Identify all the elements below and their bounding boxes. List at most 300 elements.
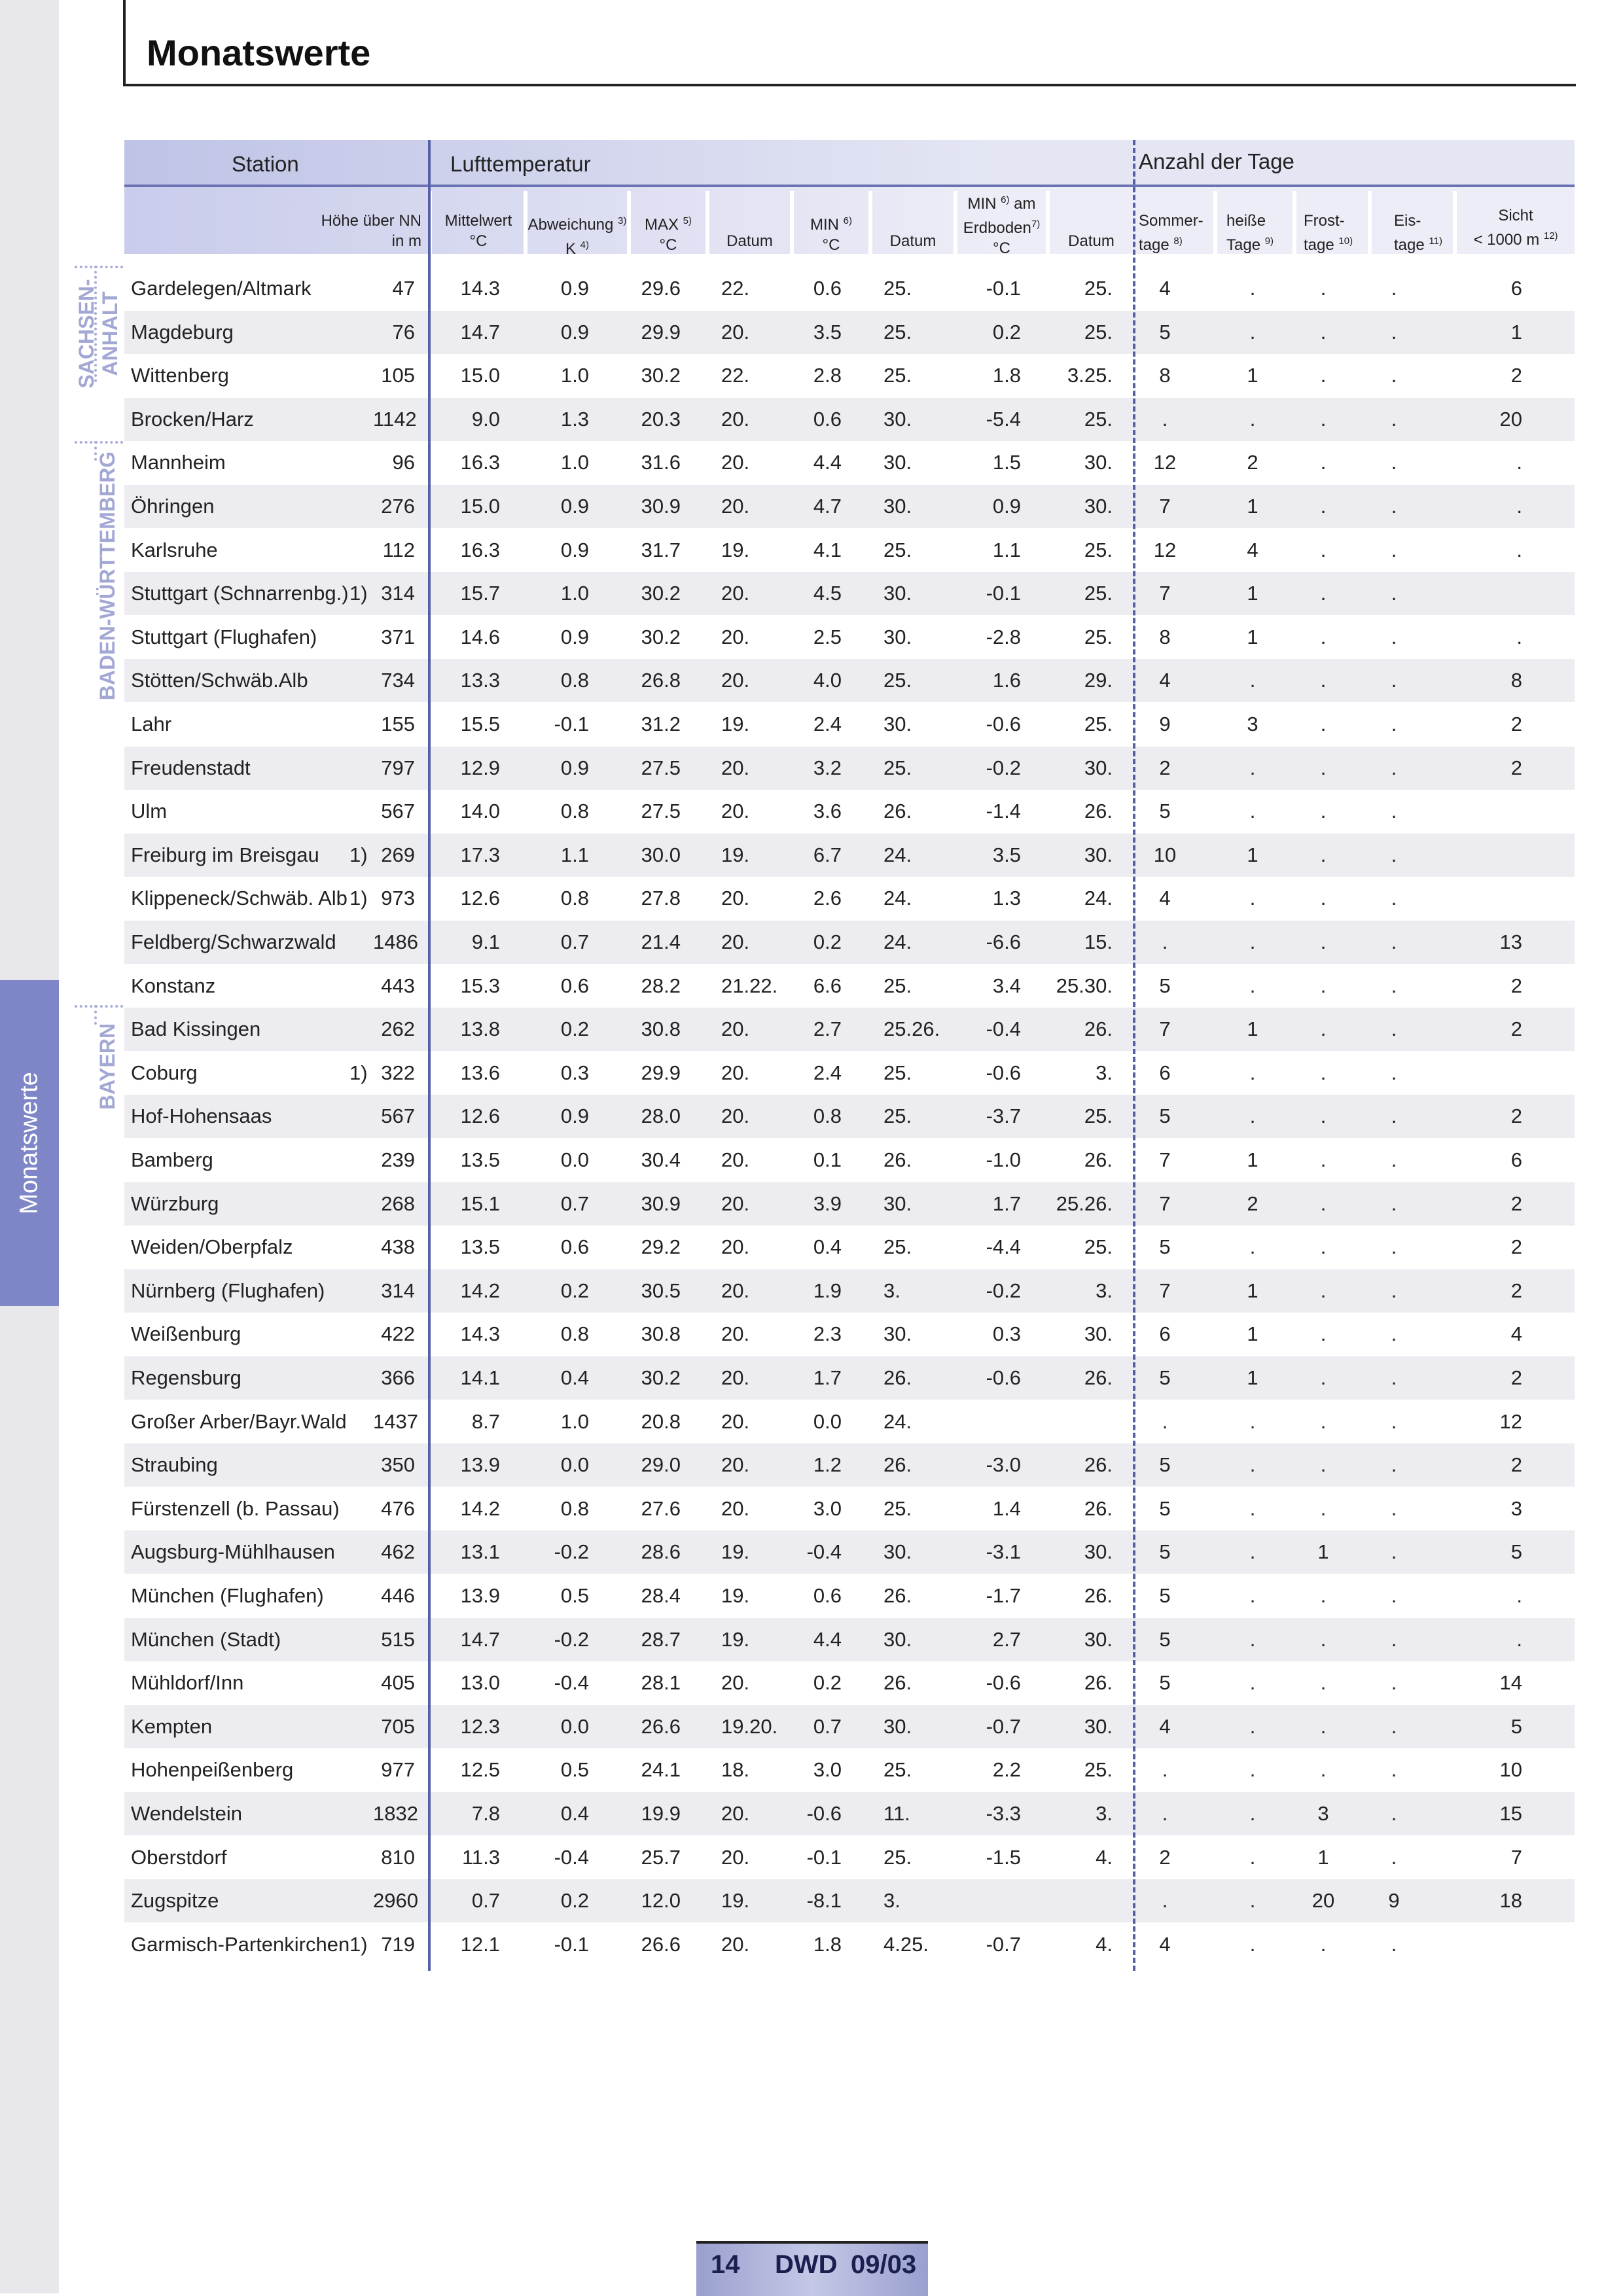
cell-erd: -3.0 — [986, 1453, 1021, 1477]
cell-max: 29.0 — [641, 1453, 681, 1477]
cell-so: 5 — [1159, 1496, 1171, 1520]
cell-erd: -0.2 — [986, 1279, 1021, 1302]
header-divider — [124, 185, 1575, 187]
cell-hoehe: 268 — [381, 1192, 415, 1215]
cell-ei: . — [1391, 1627, 1397, 1651]
cell-mind: 30. — [883, 1322, 912, 1346]
cell-erd: -3.7 — [986, 1104, 1021, 1128]
cell-station: Bamberg — [131, 1148, 213, 1171]
cell-max: 31.7 — [641, 538, 681, 561]
cell-mittel: 14.2 — [460, 1496, 500, 1520]
cell-abw: 0.6 — [560, 974, 589, 997]
cell-max: 30.8 — [641, 1322, 681, 1346]
cell-so: 5 — [1159, 320, 1171, 344]
cell-mittel: 0.7 — [471, 1889, 500, 1913]
cell-mittel: 13.9 — [460, 1584, 500, 1607]
cell-si: 20 — [1499, 407, 1522, 431]
cell-mind: 30. — [883, 407, 912, 431]
table-row — [124, 1400, 1575, 1443]
table-row — [124, 1618, 1575, 1661]
cell-abw: -0.2 — [554, 1540, 589, 1564]
cell-hoehe: 112 — [382, 538, 415, 561]
cell-mind: 25. — [883, 669, 912, 692]
cell-fr: . — [1320, 1496, 1327, 1520]
cell-erdd: 26. — [1084, 1671, 1113, 1695]
cell-maxd: 20. — [721, 756, 750, 779]
cell-max: 30.4 — [641, 1148, 681, 1171]
cell-station: Klippeneck/Schwäb. Alb — [131, 887, 348, 910]
cell-max: 30.2 — [641, 364, 681, 387]
cell-station: Hohenpeißenberg — [131, 1758, 294, 1782]
cell-station: Konstanz — [131, 974, 216, 997]
header-lufttemperatur: Lufttemperatur — [450, 152, 591, 176]
table-row — [124, 267, 1575, 310]
cell-si: 2 — [1510, 1192, 1522, 1215]
cell-maxd: 20. — [721, 1409, 750, 1433]
cell-station: Freudenstadt — [131, 756, 251, 779]
cell-hoehe: 47 — [392, 277, 415, 300]
cell-abw: 0.6 — [560, 1235, 589, 1259]
cell-he: . — [1249, 277, 1256, 300]
table-divider-station — [428, 140, 431, 1971]
cell-he: . — [1249, 1061, 1256, 1084]
cell-so: 2 — [1159, 756, 1171, 779]
cell-abw: 0.0 — [560, 1453, 589, 1477]
cell-station: Großer Arber/Bayr.Wald — [131, 1409, 347, 1433]
cell-mittel: 12.6 — [460, 887, 500, 910]
cell-station: Würzburg — [131, 1192, 219, 1215]
cell-mittel: 15.5 — [460, 713, 500, 735]
cell-maxd: 20. — [721, 1932, 750, 1956]
cell-abw: -0.2 — [554, 1627, 589, 1651]
cell-ei: 9 — [1388, 1889, 1400, 1913]
cell-abw: 0.4 — [560, 1366, 589, 1389]
cell-erdd: 26. — [1084, 1017, 1113, 1041]
cell-mittel: 17.3 — [460, 843, 500, 866]
cell-abw: 0.9 — [560, 495, 589, 518]
cell-erdd: 25. — [1084, 713, 1113, 735]
cell-so: 5 — [1159, 1540, 1171, 1564]
cell-note: 1) — [349, 582, 368, 605]
cell-mittel: 13.5 — [460, 1235, 500, 1259]
table-row — [124, 964, 1575, 1008]
cell-mittel: 14.1 — [460, 1366, 500, 1389]
group-label-sachsen-anhalt: SACHSEN- ANHALT — [75, 279, 122, 389]
cell-station: Straubing — [131, 1453, 218, 1477]
cell-maxd: 19. — [721, 1627, 750, 1651]
cell-max: 28.2 — [641, 974, 681, 997]
cell-hoehe: 438 — [381, 1235, 415, 1259]
cell-fr: . — [1320, 974, 1327, 997]
cell-fr: . — [1320, 1235, 1327, 1259]
cell-erdd: 25. — [1084, 1104, 1113, 1128]
cell-erd: -0.7 — [986, 1932, 1021, 1956]
cell-si: 2 — [1510, 1453, 1522, 1477]
cell-erdd: 3.25. — [1067, 364, 1113, 387]
cell-maxd: 20. — [721, 320, 750, 344]
table-row — [124, 1095, 1575, 1138]
cell-station: Stötten/Schwäb.Alb — [131, 669, 308, 692]
cell-ei: . — [1391, 407, 1397, 431]
cell-min: 3.0 — [813, 1496, 842, 1520]
cell-mind: 25. — [883, 538, 912, 561]
cell-abw: 0.5 — [560, 1584, 589, 1607]
cell-maxd: 20. — [721, 1017, 750, 1041]
cell-maxd: 20. — [721, 407, 750, 431]
cell-fr: . — [1320, 625, 1327, 648]
cell-so: 8 — [1159, 364, 1171, 387]
cell-hoehe: 797 — [381, 756, 415, 779]
cell-mittel: 11.3 — [461, 1845, 500, 1869]
table-row — [124, 790, 1575, 833]
cell-hoehe: 567 — [381, 1104, 415, 1128]
cell-ei: . — [1391, 364, 1397, 387]
cell-si: 2 — [1510, 1235, 1522, 1259]
cell-si: 7 — [1510, 1845, 1522, 1869]
cell-abw: 0.8 — [560, 887, 589, 910]
table-row — [124, 659, 1575, 702]
cell-fr: . — [1320, 1017, 1327, 1041]
cell-mittel: 13.9 — [460, 1453, 500, 1477]
cell-ei: . — [1391, 1322, 1397, 1346]
table-row — [124, 485, 1575, 528]
cell-mittel: 7.8 — [471, 1802, 500, 1825]
cell-he: 2 — [1247, 451, 1258, 474]
cell-abw: 0.9 — [560, 538, 589, 561]
cell-so: 7 — [1159, 582, 1171, 605]
cell-si: 2 — [1510, 1279, 1522, 1302]
cell-maxd: 18. — [721, 1758, 750, 1782]
cell-so: 6 — [1159, 1061, 1171, 1084]
cell-max: 25.7 — [641, 1845, 681, 1869]
cell-mittel: 12.6 — [460, 1104, 500, 1128]
cell-min: 0.1 — [813, 1148, 842, 1171]
cell-so: 5 — [1159, 1671, 1171, 1695]
cell-fr: . — [1320, 1714, 1327, 1738]
cell-so: . — [1162, 1758, 1168, 1782]
cell-fr: . — [1320, 538, 1327, 561]
cell-abw: 0.7 — [560, 1192, 589, 1215]
cell-erd: 1.3 — [992, 887, 1021, 910]
cell-maxd: 20. — [721, 1148, 750, 1171]
cell-abw: 0.2 — [560, 1017, 589, 1041]
cell-mind: 25. — [883, 277, 912, 300]
cell-ei: . — [1391, 1758, 1397, 1782]
cell-min: 4.4 — [813, 451, 842, 474]
cell-so: 8 — [1159, 625, 1171, 648]
cell-so: . — [1162, 407, 1168, 431]
cell-erd: -0.1 — [986, 277, 1021, 300]
cell-ei: . — [1391, 1409, 1397, 1433]
cell-min: 3.6 — [813, 800, 842, 823]
cell-mind: 25. — [883, 1061, 912, 1084]
cell-ei: . — [1391, 887, 1397, 910]
cell-abw: 0.7 — [560, 930, 589, 953]
cell-mind: 25.26. — [883, 1017, 940, 1041]
cell-he: 1 — [1247, 625, 1258, 648]
cell-erd: 1.5 — [992, 451, 1021, 474]
cell-erdd: 26. — [1084, 800, 1113, 823]
cell-maxd: 20. — [721, 495, 750, 518]
cell-erdd: 30. — [1084, 1714, 1113, 1738]
cell-erdd: 26. — [1084, 1366, 1113, 1389]
cell-ei: . — [1391, 669, 1397, 692]
cell-mittel: 13.3 — [460, 669, 500, 692]
cell-min: 4.5 — [813, 582, 842, 605]
table-row — [124, 1356, 1575, 1400]
cell-mind: 30. — [883, 1192, 912, 1215]
cell-fr: . — [1320, 1192, 1327, 1215]
cell-max: 24.1 — [641, 1758, 681, 1782]
cell-fr: . — [1320, 1627, 1327, 1651]
cell-erdd: 25.30. — [1056, 974, 1113, 997]
cell-mittel: 16.3 — [460, 538, 500, 561]
page-title: Monatswerte — [147, 32, 371, 73]
table-row — [124, 1313, 1575, 1356]
header-max: MAX $^{5)}$ °C — [644, 215, 692, 254]
cell-erd: -3.1 — [986, 1540, 1021, 1564]
cell-so: 5 — [1159, 1453, 1171, 1477]
cell-ei: . — [1391, 1366, 1397, 1389]
cell-mittel: 14.7 — [460, 320, 500, 344]
cell-so: 4 — [1159, 1932, 1171, 1956]
table-row — [124, 1443, 1575, 1487]
cell-mind: 25. — [883, 1235, 912, 1259]
cell-maxd: 19.20. — [721, 1714, 778, 1738]
cell-fr: . — [1320, 1409, 1327, 1433]
cell-hoehe: 734 — [381, 669, 415, 692]
cell-mittel: 13.6 — [460, 1061, 500, 1084]
cell-mind: 25. — [883, 974, 912, 997]
cell-max: 31.2 — [641, 713, 681, 735]
cell-he: . — [1249, 1496, 1256, 1520]
cell-min: 0.6 — [813, 277, 842, 300]
cell-min: 6.7 — [813, 843, 842, 866]
header-abweichung: Abweichung $^{3)}$ K $^{4)}$ — [527, 215, 627, 258]
cell-ei: . — [1391, 277, 1397, 300]
cell-so: 4 — [1159, 669, 1171, 692]
cell-hoehe: 1142 — [373, 407, 417, 431]
cell-min: 0.7 — [813, 1714, 842, 1738]
cell-erdd: 25. — [1084, 320, 1113, 344]
table-row — [124, 921, 1575, 964]
cell-he: 3 — [1247, 713, 1258, 735]
section-side-tab[interactable] — [0, 980, 59, 1306]
group-divider — [75, 1005, 123, 1008]
cell-he: . — [1249, 1584, 1256, 1607]
cell-mind: 25. — [883, 1845, 912, 1869]
cell-mittel: 12.1 — [460, 1932, 500, 1956]
cell-hoehe: 76 — [392, 320, 415, 344]
table-row — [124, 877, 1575, 920]
header-separator — [1213, 191, 1217, 254]
cell-hoehe: 567 — [381, 800, 415, 823]
cell-ei: . — [1391, 1017, 1397, 1041]
cell-mind: 26. — [883, 1671, 912, 1695]
cell-station: Ulm — [131, 800, 168, 823]
cell-min: 2.4 — [813, 1061, 842, 1084]
cell-max: 21.4 — [641, 930, 681, 953]
cell-mind: 30. — [883, 625, 912, 648]
cell-erd: -6.6 — [986, 930, 1021, 953]
cell-abw: 1.0 — [560, 451, 589, 474]
cell-si: . — [1516, 538, 1522, 561]
cell-hoehe: 515 — [381, 1627, 415, 1651]
cell-ei: . — [1391, 843, 1397, 866]
cell-abw: -0.4 — [554, 1671, 589, 1695]
cell-abw: 1.1 — [560, 843, 589, 866]
cell-ei: . — [1391, 582, 1397, 605]
cell-min: 2.7 — [813, 1017, 842, 1041]
cell-he: 4 — [1247, 538, 1258, 561]
cell-ei: . — [1391, 1192, 1397, 1215]
cell-maxd: 20. — [721, 1322, 750, 1346]
cell-ei: . — [1391, 1279, 1397, 1302]
cell-fr: . — [1320, 1453, 1327, 1477]
table-row — [124, 1182, 1575, 1226]
cell-maxd: 20. — [721, 1453, 750, 1477]
cell-hoehe: 810 — [381, 1845, 415, 1869]
cell-abw: 0.9 — [560, 625, 589, 648]
cell-fr: . — [1320, 1104, 1327, 1128]
table-row — [124, 1836, 1575, 1879]
group-divider — [75, 441, 123, 444]
cell-erd: -1.5 — [986, 1845, 1021, 1869]
cell-station: Coburg — [131, 1061, 198, 1084]
cell-max: 26.6 — [641, 1932, 681, 1956]
cell-hoehe: 322 — [381, 1061, 415, 1084]
cell-so: 4 — [1159, 887, 1171, 910]
cell-maxd: 20. — [721, 1235, 750, 1259]
header-sommertage: Sommer- tage $^{8)}$ — [1139, 212, 1204, 254]
cell-min: 3.5 — [813, 320, 842, 344]
cell-min: 0.6 — [813, 1584, 842, 1607]
cell-station: Wendelstein — [131, 1802, 243, 1825]
group-label-baden-wuerttemberg: BADEN-WÜRTTEMBERG — [96, 451, 119, 701]
cell-min: 0.2 — [813, 1671, 842, 1695]
cell-mind: 25. — [883, 1104, 912, 1128]
cell-abw: 0.4 — [560, 1802, 589, 1825]
cell-ei: . — [1391, 1932, 1397, 1956]
cell-erd: 1.4 — [992, 1496, 1021, 1520]
cell-min: -0.4 — [806, 1540, 842, 1564]
cell-mind: 25. — [883, 1496, 912, 1520]
cell-min: 3.9 — [813, 1192, 842, 1215]
footer-source: DWD — [775, 2250, 838, 2279]
cell-fr: 1 — [1317, 1845, 1329, 1869]
cell-maxd: 19. — [721, 1889, 750, 1913]
cell-mind: 26. — [883, 1366, 912, 1389]
cell-abw: 1.3 — [560, 407, 589, 431]
cell-erdd — [1041, 1400, 1113, 1443]
cell-ei: . — [1391, 1148, 1397, 1171]
cell-si: 18 — [1499, 1889, 1522, 1913]
cell-min: -8.1 — [806, 1889, 842, 1913]
cell-station: Freiburg im Breisgau — [131, 843, 319, 866]
cell-max: 19.9 — [641, 1802, 681, 1825]
cell-si: 3 — [1510, 1496, 1522, 1520]
cell-fr: . — [1320, 277, 1327, 300]
cell-maxd: 20. — [721, 1061, 750, 1084]
cell-min: 2.6 — [813, 887, 842, 910]
table-row — [124, 1139, 1575, 1182]
page-number: 14 — [711, 2250, 740, 2279]
cell-si: . — [1516, 495, 1522, 518]
cell-fr: . — [1320, 364, 1327, 387]
cell-he: . — [1249, 1758, 1256, 1782]
cell-he: 1 — [1247, 495, 1258, 518]
cell-ei: . — [1391, 451, 1397, 474]
cell-hoehe: 262 — [381, 1017, 415, 1041]
cell-erdd: 3. — [1096, 1279, 1113, 1302]
cell-mittel: 13.1 — [460, 1540, 500, 1564]
cell-abw: 1.0 — [560, 364, 589, 387]
cell-erdd: 30. — [1084, 1540, 1113, 1564]
cell-mind: 11. — [883, 1802, 910, 1825]
cell-so: 10 — [1153, 843, 1177, 866]
cell-si: 4 — [1510, 1322, 1522, 1346]
cell-erd: 1.1 — [992, 538, 1021, 561]
cell-max: 29.6 — [641, 277, 681, 300]
cell-mittel: 14.6 — [460, 625, 500, 648]
cell-hoehe: 476 — [381, 1496, 415, 1520]
cell-mind: 25. — [883, 364, 912, 387]
cell-erd: -1.4 — [986, 800, 1021, 823]
cell-min: 2.4 — [813, 713, 842, 735]
cell-erdd: 30. — [1084, 451, 1113, 474]
cell-max: 27.8 — [641, 887, 681, 910]
cell-mind: 30. — [883, 582, 912, 605]
cell-so: 5 — [1159, 1235, 1171, 1259]
cell-max: 30.2 — [641, 625, 681, 648]
cell-si: . — [1516, 625, 1522, 648]
cell-maxd: 22. — [721, 277, 750, 300]
cell-min: 4.4 — [813, 1627, 842, 1651]
cell-mind: 25. — [883, 320, 912, 344]
cell-maxd: 20. — [721, 1496, 750, 1520]
cell-abw: 1.0 — [560, 582, 589, 605]
cell-erdd: 26. — [1084, 1148, 1113, 1171]
cell-fr: . — [1320, 320, 1327, 344]
cell-he: 1 — [1247, 843, 1258, 866]
cell-si: 6 — [1510, 1148, 1522, 1171]
cell-hoehe: 446 — [381, 1584, 415, 1607]
header-anzahl-tage: Anzahl der Tage — [1139, 149, 1294, 173]
cell-erd: 1.6 — [992, 669, 1021, 692]
table-row — [124, 1487, 1575, 1530]
cell-maxd: 22. — [721, 364, 750, 387]
cell-erd: 0.9 — [992, 495, 1021, 518]
cell-erdd: 25. — [1084, 1758, 1113, 1782]
cell-he: . — [1249, 1453, 1256, 1477]
cell-ei: . — [1391, 974, 1397, 997]
cell-station: Öhringen — [131, 495, 215, 518]
cell-hoehe: 314 — [381, 1279, 415, 1302]
cell-hoehe: 2960 — [373, 1889, 418, 1913]
cell-he: . — [1249, 800, 1256, 823]
cell-ei: . — [1391, 1235, 1397, 1259]
cell-min: 0.8 — [813, 1104, 842, 1128]
header-max-datum: Datum — [726, 232, 773, 250]
cell-he: . — [1249, 320, 1256, 344]
cell-erd: -4.4 — [986, 1235, 1021, 1259]
cell-min: 0.2 — [813, 930, 842, 953]
cell-maxd: 20. — [721, 887, 750, 910]
cell-so: 5 — [1159, 1627, 1171, 1651]
cell-abw: -0.4 — [554, 1845, 589, 1869]
cell-maxd: 21.22. — [721, 974, 778, 997]
cell-so: 5 — [1159, 1104, 1171, 1128]
